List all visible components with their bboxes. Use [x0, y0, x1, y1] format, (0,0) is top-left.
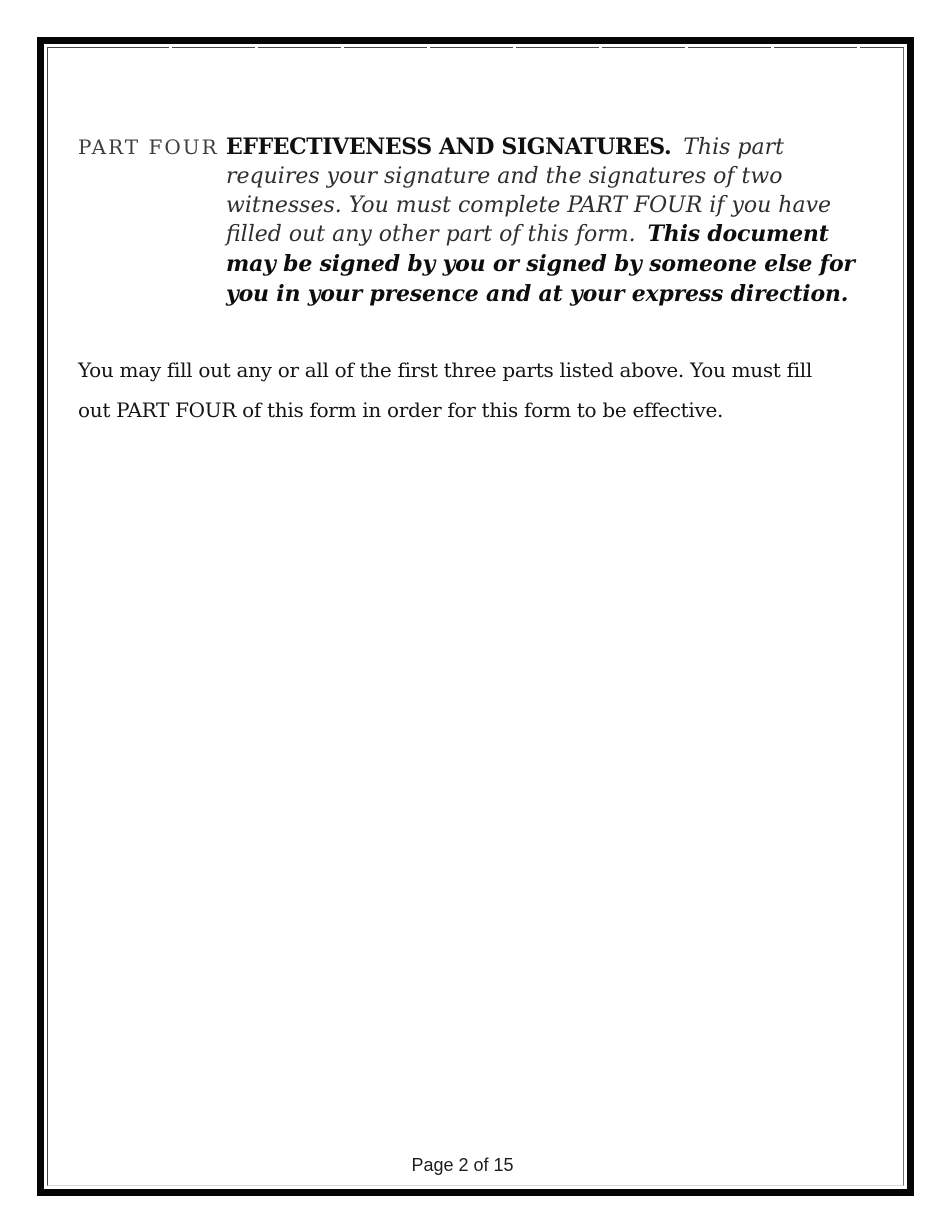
section-heading [226, 133, 855, 310]
body-paragraph-line: You may fill out any or all of the first three parts listed above. You must fill [78, 358, 812, 382]
document-content [44, 44, 907, 1189]
body-paragraph-line: out PART FOUR of this form in order for this form to be effective. [78, 398, 724, 422]
page-footer [44, 1155, 881, 1176]
heading-bold-italic-text: This document [647, 221, 829, 248]
heading-bold-italic-text: may be signed by you or signed by someone else for [226, 251, 855, 278]
heading-line [226, 220, 855, 250]
heading-italic-text: This part [683, 135, 784, 160]
part-label: PART FOUR [78, 135, 219, 159]
section-title: EFFECTIVENESS AND SIGNATURES. [226, 134, 672, 160]
heading-bold-italic-text: you in your presence and at your express direction. [226, 280, 849, 307]
heading-line [226, 192, 855, 221]
heading-line [226, 133, 855, 163]
page-number: Page 2 of 15 [411, 1155, 514, 1175]
heading-line [226, 163, 855, 192]
heading-line [226, 280, 855, 310]
body-paragraph [78, 350, 812, 430]
heading-italic-text: requires your signature and the signatures of two [226, 163, 783, 189]
heading-italic-text: witnesses. You must complete PART FOUR if you have [226, 192, 832, 218]
heading-italic-text: filled out any other part of this form. [226, 222, 636, 248]
document-border-frame [37, 37, 914, 1196]
part-four-section [78, 133, 855, 310]
heading-line [226, 250, 855, 280]
